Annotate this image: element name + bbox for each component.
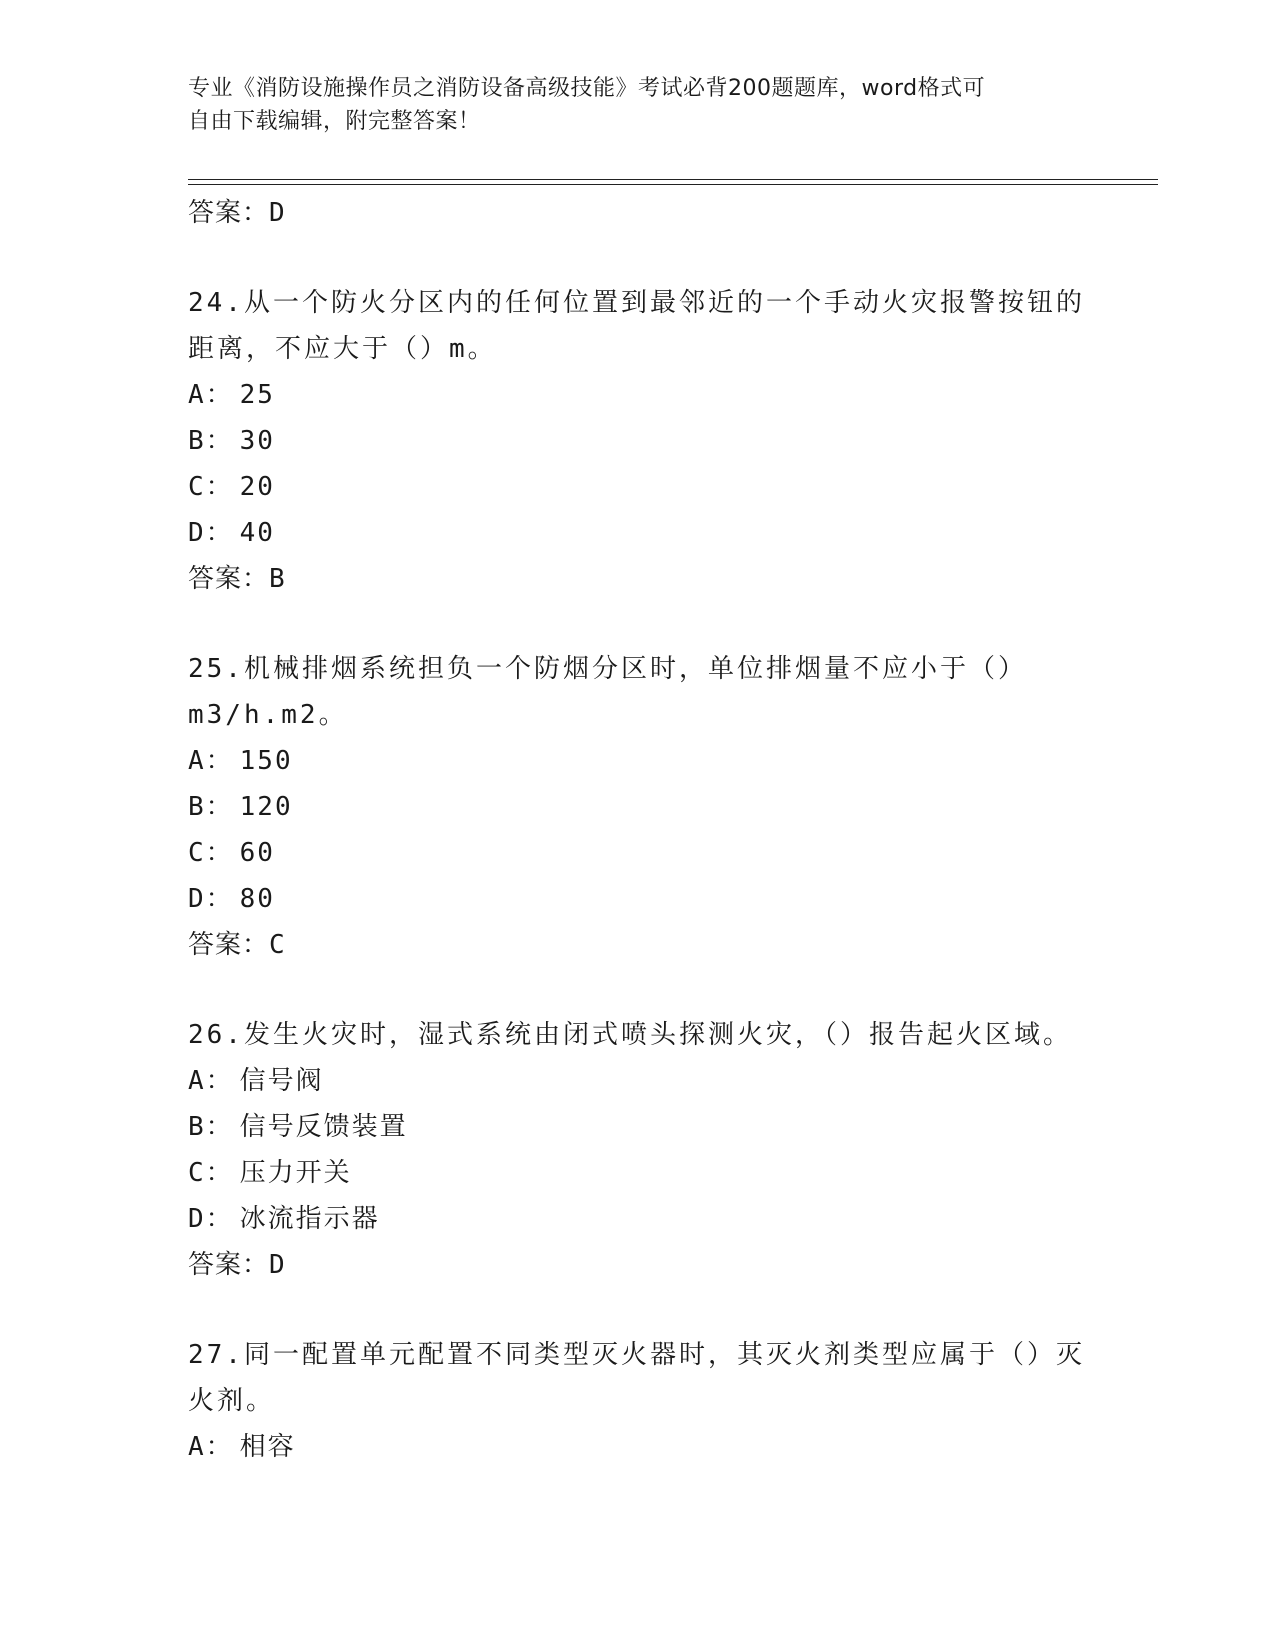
answer-label: 答案：	[188, 564, 270, 594]
option-text: 30	[239, 426, 275, 456]
header-line-1: 专业《消防设施操作员之消防设备高级技能》考试必背200题题库，word格式可	[188, 76, 986, 101]
option-text: 80	[239, 884, 275, 914]
option-d	[188, 876, 1088, 922]
option-text: 150	[239, 746, 293, 776]
option-letter: A：	[188, 380, 234, 410]
question-line-2: 距离，不应大于（）m。	[188, 334, 497, 364]
option-letter: A：	[188, 1066, 234, 1096]
answer-label: 答案：	[188, 198, 270, 228]
answer-line	[188, 190, 1088, 236]
question-number: 27.	[188, 1340, 244, 1370]
option-text: 40	[239, 518, 275, 548]
option-letter: D：	[188, 518, 234, 548]
document-header	[188, 72, 1078, 138]
option-text: 压力开关	[239, 1158, 352, 1188]
option-text: 信号阀	[239, 1066, 324, 1096]
question-text	[188, 646, 1088, 738]
option-a	[188, 1058, 1088, 1104]
question-line-1: 机械排烟系统担负一个防烟分区时，单位排烟量不应小于（）	[243, 654, 1027, 684]
option-text: 冰流指示器	[239, 1204, 380, 1234]
option-c	[188, 464, 1088, 510]
question-text	[188, 1332, 1088, 1424]
option-letter: C：	[188, 1158, 234, 1188]
option-letter: B：	[188, 1112, 234, 1142]
question-list	[188, 190, 1088, 1470]
answer-line	[188, 1242, 1088, 1288]
option-text: 20	[239, 472, 275, 502]
option-letter: D：	[188, 884, 234, 914]
option-a	[188, 1424, 1088, 1470]
answer-value: D	[269, 1250, 286, 1280]
header-line-2: 自由下载编辑，附完整答案！	[188, 109, 481, 134]
option-text: 120	[239, 792, 293, 822]
question-line-1: 从一个防火分区内的任何位置到最邻近的一个手动火灾报警按钮的	[243, 288, 1085, 318]
question-number: 25.	[188, 654, 244, 684]
option-text: 60	[239, 838, 275, 868]
question-line-2: 火剂。	[188, 1386, 276, 1416]
question-number: 24.	[188, 288, 244, 318]
option-c	[188, 1150, 1088, 1196]
option-letter: A：	[188, 1432, 234, 1462]
header-rule-bottom	[188, 184, 1158, 185]
question-line-2: m3/h.m2。	[188, 700, 348, 730]
answer-value: C	[269, 930, 286, 960]
option-d	[188, 510, 1088, 556]
answer-line	[188, 922, 1088, 968]
question-24	[188, 280, 1088, 602]
answer-value: B	[269, 564, 286, 594]
option-a	[188, 372, 1088, 418]
option-letter: B：	[188, 792, 234, 822]
answer-label: 答案：	[188, 930, 270, 960]
option-text: 信号反馈装置	[239, 1112, 408, 1142]
question-text	[188, 1012, 1088, 1058]
option-text: 25	[239, 380, 275, 410]
question-text	[188, 280, 1088, 372]
question-line-1: 同一配置单元配置不同类型灭火器时，其灭火剂类型应属于（）灭	[243, 1340, 1085, 1370]
option-c	[188, 830, 1088, 876]
option-letter: C：	[188, 472, 234, 502]
option-b	[188, 784, 1088, 830]
option-b	[188, 1104, 1088, 1150]
option-letter: C：	[188, 838, 234, 868]
answer-line	[188, 556, 1088, 602]
question-26	[188, 1012, 1088, 1288]
option-b	[188, 418, 1088, 464]
question-line-1: 发生火灾时，湿式系统由闭式喷头探测火灾，（）报告起火区域。	[243, 1020, 1072, 1050]
answer-value: D	[269, 198, 286, 228]
option-letter: A：	[188, 746, 234, 776]
answer-label: 答案：	[188, 1250, 270, 1280]
question-number: 26.	[188, 1020, 244, 1050]
option-text: 相容	[239, 1432, 296, 1462]
option-letter: D：	[188, 1204, 234, 1234]
option-d	[188, 1196, 1088, 1242]
option-a	[188, 738, 1088, 784]
question-25	[188, 646, 1088, 968]
option-letter: B：	[188, 426, 234, 456]
header-rule-top	[188, 179, 1158, 180]
question-27	[188, 1332, 1088, 1470]
